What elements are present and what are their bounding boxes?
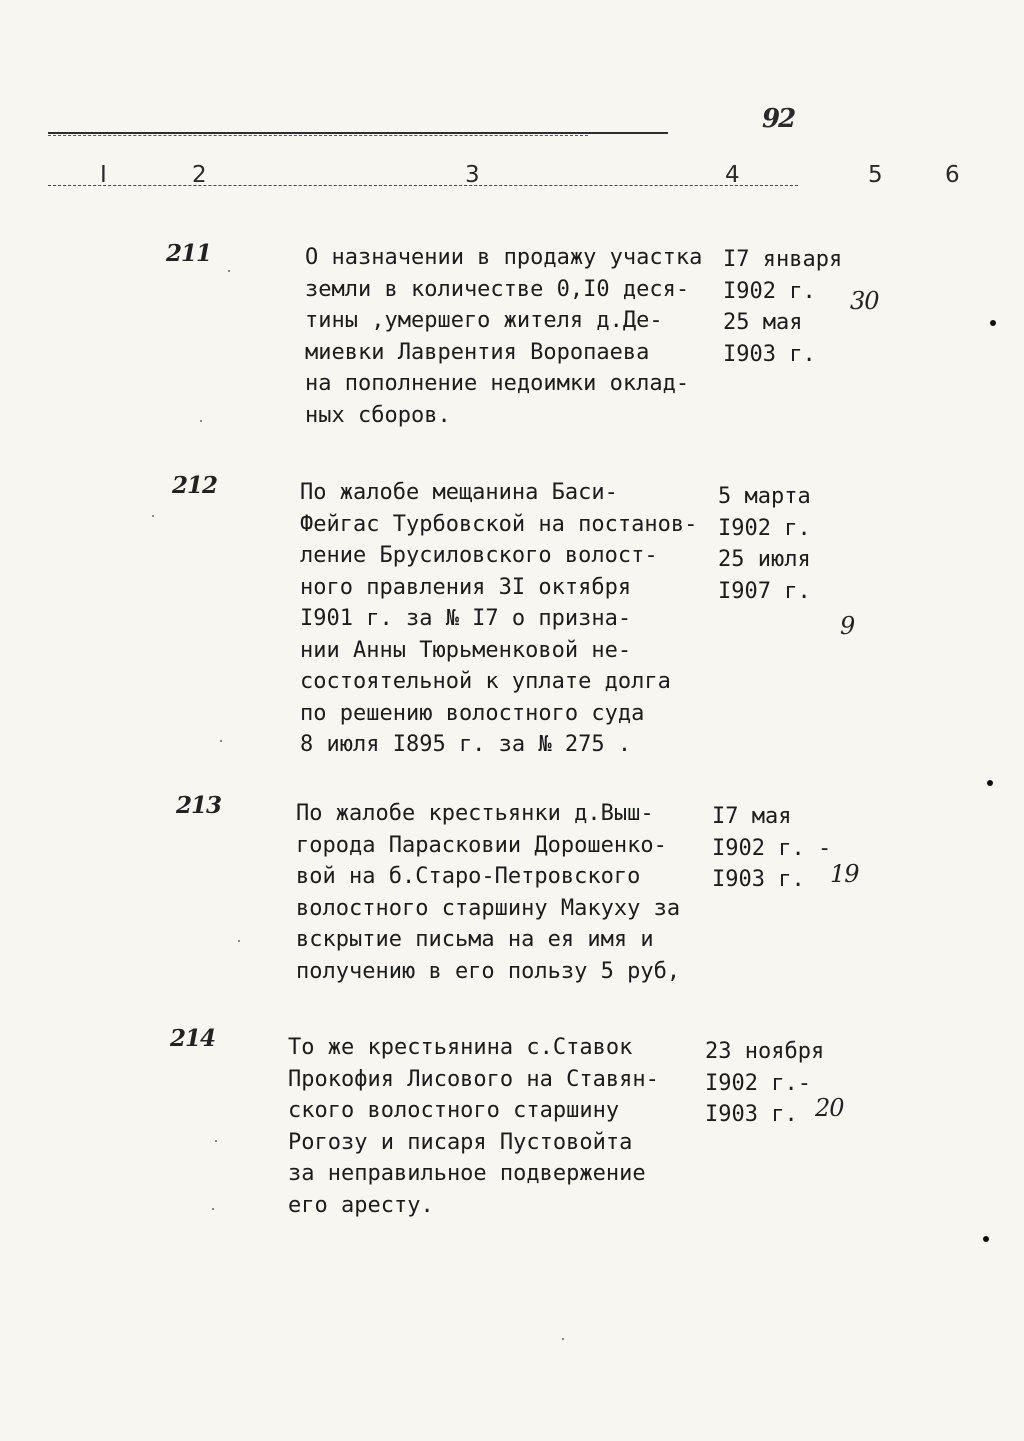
- date-line: I902 г.-: [705, 1070, 811, 1096]
- header-rule: [48, 185, 798, 186]
- scan-dot: [152, 515, 154, 517]
- entry-dates: [718, 481, 811, 607]
- description-line: 8 июля I895 г. за № 275 .: [300, 732, 632, 757]
- description-line: ных сборов.: [305, 402, 451, 428]
- scan-dot: [200, 420, 202, 422]
- description-line: миевки Лаврентия Воропаева: [305, 339, 650, 365]
- description-line: вой на б.Старо-Петровского: [296, 864, 641, 889]
- scan-speck: [987, 780, 993, 786]
- scan-dot: [212, 1208, 214, 1210]
- column-header-1: I: [100, 162, 107, 188]
- description-line: Фейгас Турбовской на постанов-: [300, 511, 698, 537]
- entry-description: [300, 477, 720, 761]
- scan-speck: [990, 320, 996, 326]
- date-line: 23 ноября: [705, 1039, 825, 1064]
- description-line: тины ,умершего жителя д.Де-: [305, 308, 663, 333]
- description-line: О назначении в продажу участка: [305, 245, 703, 270]
- date-line: I902 г.: [723, 278, 816, 304]
- scan-speck: [983, 1236, 989, 1242]
- date-line: I903 г.: [723, 341, 816, 367]
- top-rule-secondary: [48, 135, 588, 136]
- date-line: 25 мая: [723, 310, 803, 335]
- date-line: I903 г.: [705, 1102, 798, 1127]
- entry-number: 214: [170, 1025, 216, 1052]
- description-line: города Парасковии Дорошенко-: [296, 832, 667, 858]
- description-line: ление Брусиловского волост-: [300, 543, 658, 568]
- description-line: По жалобе мещанина Баси-: [300, 480, 618, 505]
- description-line: за неправильное подвержение: [288, 1161, 646, 1186]
- date-line: I7 мая: [712, 804, 792, 829]
- description-line: Рогозу и писаря Пустовойта: [288, 1129, 633, 1155]
- scan-dot: [238, 940, 240, 942]
- date-line: I902 г.: [718, 515, 811, 541]
- date-line: I907 г.: [718, 578, 811, 604]
- sheet-count: 20: [815, 1094, 844, 1122]
- sheet-count: 30: [850, 287, 879, 315]
- column-header-4: 4: [725, 162, 740, 188]
- sheet-count: 9: [840, 612, 855, 640]
- description-line: ского волостного старшину: [288, 1098, 620, 1123]
- entry-dates: [705, 1036, 824, 1131]
- description-line: То же крестьянина с.Ставок: [288, 1035, 633, 1060]
- entry-description: [288, 1032, 708, 1221]
- description-line: волостного старшину Макуху за: [296, 895, 681, 921]
- scan-dot: [215, 1140, 217, 1142]
- description-line: Прокофия Лисового на Ставян-: [288, 1066, 659, 1092]
- entry-dates: [712, 801, 831, 896]
- description-line: нии Анны Тюрьменковой не-: [300, 637, 632, 663]
- entry-description: [305, 242, 725, 431]
- scan-dot: [562, 1338, 564, 1340]
- entry-number: 211: [166, 240, 212, 267]
- description-line: по решению волостного суда: [300, 700, 645, 726]
- entry-description: [296, 798, 716, 987]
- column-header-2: 2: [192, 162, 207, 188]
- scan-dot: [228, 270, 230, 272]
- date-line: 25 июля: [718, 547, 811, 572]
- date-line: I7 января: [723, 247, 843, 272]
- description-line: на пополнение недоимки оклад-: [305, 371, 690, 396]
- description-line: состоятельной к уплате долга: [300, 669, 671, 694]
- entry-dates: [723, 244, 842, 370]
- entry-number: 212: [172, 472, 218, 499]
- top-rule: [48, 132, 668, 134]
- page-number: 92: [762, 104, 795, 134]
- date-line: I902 г. -: [712, 835, 832, 861]
- date-line: I903 г.: [712, 867, 805, 892]
- column-header-5: 5: [868, 162, 883, 188]
- scan-dot: [220, 740, 222, 742]
- description-line: По жалобе крестьянки д.Выш-: [296, 801, 654, 826]
- description-line: земли в количестве 0,I0 деся-: [305, 276, 690, 302]
- description-line: получению в его пользу 5 руб,: [296, 958, 681, 984]
- sheet-count: 19: [830, 860, 859, 888]
- column-header-6: 6: [945, 162, 960, 188]
- description-line: ного правления 3I октября: [300, 574, 632, 600]
- date-line: 5 марта: [718, 484, 811, 509]
- description-line: вскрытие письма на ея имя и: [296, 927, 654, 952]
- description-line: I901 г. за № I7 о призна-: [300, 606, 632, 631]
- column-header-3: 3: [465, 162, 480, 188]
- entry-number: 213: [176, 792, 222, 819]
- description-line: его аресту.: [288, 1192, 434, 1218]
